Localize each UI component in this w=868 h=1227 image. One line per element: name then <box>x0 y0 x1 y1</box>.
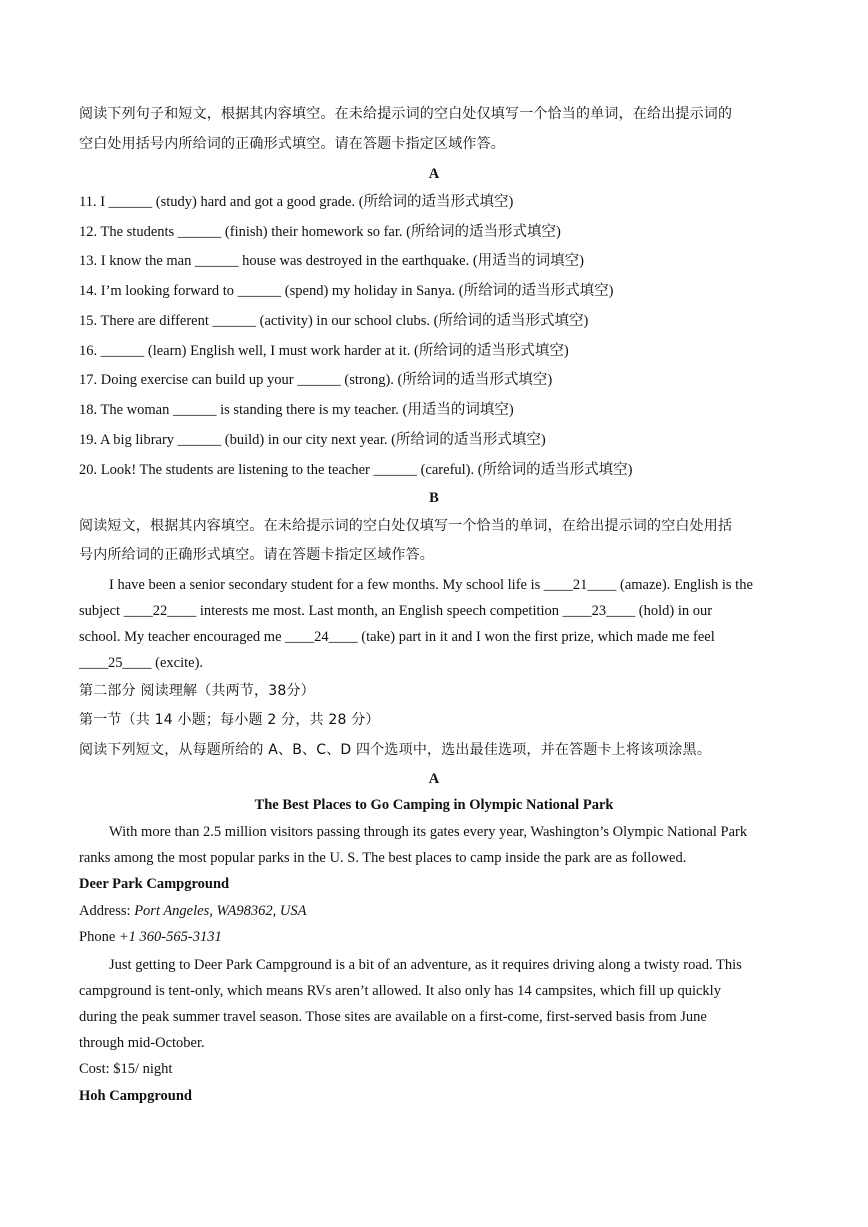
deer-park-heading: Deer Park Campground <box>79 876 230 892</box>
question-20: 20. Look! The students are listening to the teacher ______ (careful). (所给词的适当形式填空) <box>79 462 633 478</box>
hoh-heading: Hoh Campground <box>79 1088 192 1104</box>
passage-b-line-1: I have been a senior secondary student for a few months. My school life is ____21____ (amaze). English is the <box>109 577 753 593</box>
part2-instruction: 阅读下列短文，从每题所给的 A、B、C、D 四个选项中，选出最佳选项，并在答题卡上将该项涂黑。 <box>79 742 712 758</box>
section-b-label: B <box>429 490 439 506</box>
question-14: 14. I’m looking forward to ______ (spend) my holiday in Sanya. (所给词的适当形式填空) <box>79 283 614 299</box>
reading-intro-line-2: ranks among the most popular parks in the U. S. The best places to camp inside the park are as followed. <box>79 850 687 866</box>
deer-park-desc-3: during the peak summer travel season. Those sites are available on a first-come, first-served basis from June <box>79 1009 707 1025</box>
part2-title: 第二部分 阅读理解（共两节，38分） <box>79 683 315 699</box>
deer-park-desc-4: through mid-October. <box>79 1035 205 1051</box>
question-11: 11. I ______ (study) hard and got a good grade. (所给词的适当形式填空) <box>79 194 514 210</box>
section-b-intro-line-2: 号内所给词的正确形式填空。请在答题卡指定区域作答。 <box>79 547 434 563</box>
reading-title: The Best Places to Go Camping in Olympic National Park <box>254 797 614 813</box>
question-18: 18. The woman ______ is standing there is my teacher. (用适当的词填空) <box>79 402 514 418</box>
phone-label: Phone <box>79 929 119 945</box>
question-16: 16. ______ (learn) English well, I must work harder at it. (所给词的适当形式填空) <box>79 343 569 359</box>
question-17: 17. Doing exercise can build up your ______ (strong). (所给词的适当形式填空) <box>79 372 553 388</box>
reading-a-label: A <box>428 771 440 787</box>
address-label: Address: <box>79 903 135 919</box>
deer-park-desc-1: Just getting to Deer Park Campground is a bit of an adventure, as it requires driving along a twisty road. This <box>109 957 742 973</box>
question-19: 19. A big library ______ (build) in our city next year. (所给词的适当形式填空) <box>79 432 546 448</box>
passage-b-line-4: ____25____ (excite). <box>79 655 204 671</box>
passage-b-line-3: school. My teacher encouraged me ____24____ (take) part in it and I won the first prize, which made me feel <box>79 629 715 645</box>
deer-park-address <box>79 901 791 921</box>
passage-b-line-2: subject ____22____ interests me most. Last month, an English speech competition ____23____ (hold) in our <box>79 603 713 619</box>
intro-line-1: 阅读下列句子和短文，根据其内容填空。在未给提示词的空白处仅填写一个恰当的单词，在给出提示词的 <box>79 106 733 122</box>
question-15: 15. There are different ______ (activity) in our school clubs. (所给词的适当形式填空) <box>79 313 589 329</box>
section-a-label: A <box>428 166 440 182</box>
deer-park-desc-2: campground is tent-only, which means RVs aren’t allowed. It also only has 14 campsites, which fill up quickly <box>79 983 721 999</box>
question-13: 13. I know the man ______ house was destroyed in the earthquake. (用适当的词填空) <box>79 253 584 269</box>
reading-intro-line-1: With more than 2.5 million visitors passing through its gates every year, Washington’s Olympic National Park <box>109 824 748 840</box>
phone-value: +1 360-565-3131 <box>118 929 222 945</box>
deer-park-cost: Cost: $15/ night <box>79 1061 173 1077</box>
part2-section1: 第一节（共 14 小题；每小题 2 分，共 28 分） <box>79 712 380 728</box>
address-value: Port Angeles, WA98362, USA <box>134 903 307 919</box>
intro-line-2: 空白处用括号内所给词的正确形式填空。请在答题卡指定区域作答。 <box>79 136 505 152</box>
deer-park-phone <box>79 927 791 947</box>
section-b-intro-line-1: 阅读短文，根据其内容填空。在未给提示词的空白处仅填写一个恰当的单词，在给出提示词的空白处用括 <box>79 518 733 534</box>
question-12: 12. The students ______ (finish) their homework so far. (所给词的适当形式填空) <box>79 224 561 240</box>
